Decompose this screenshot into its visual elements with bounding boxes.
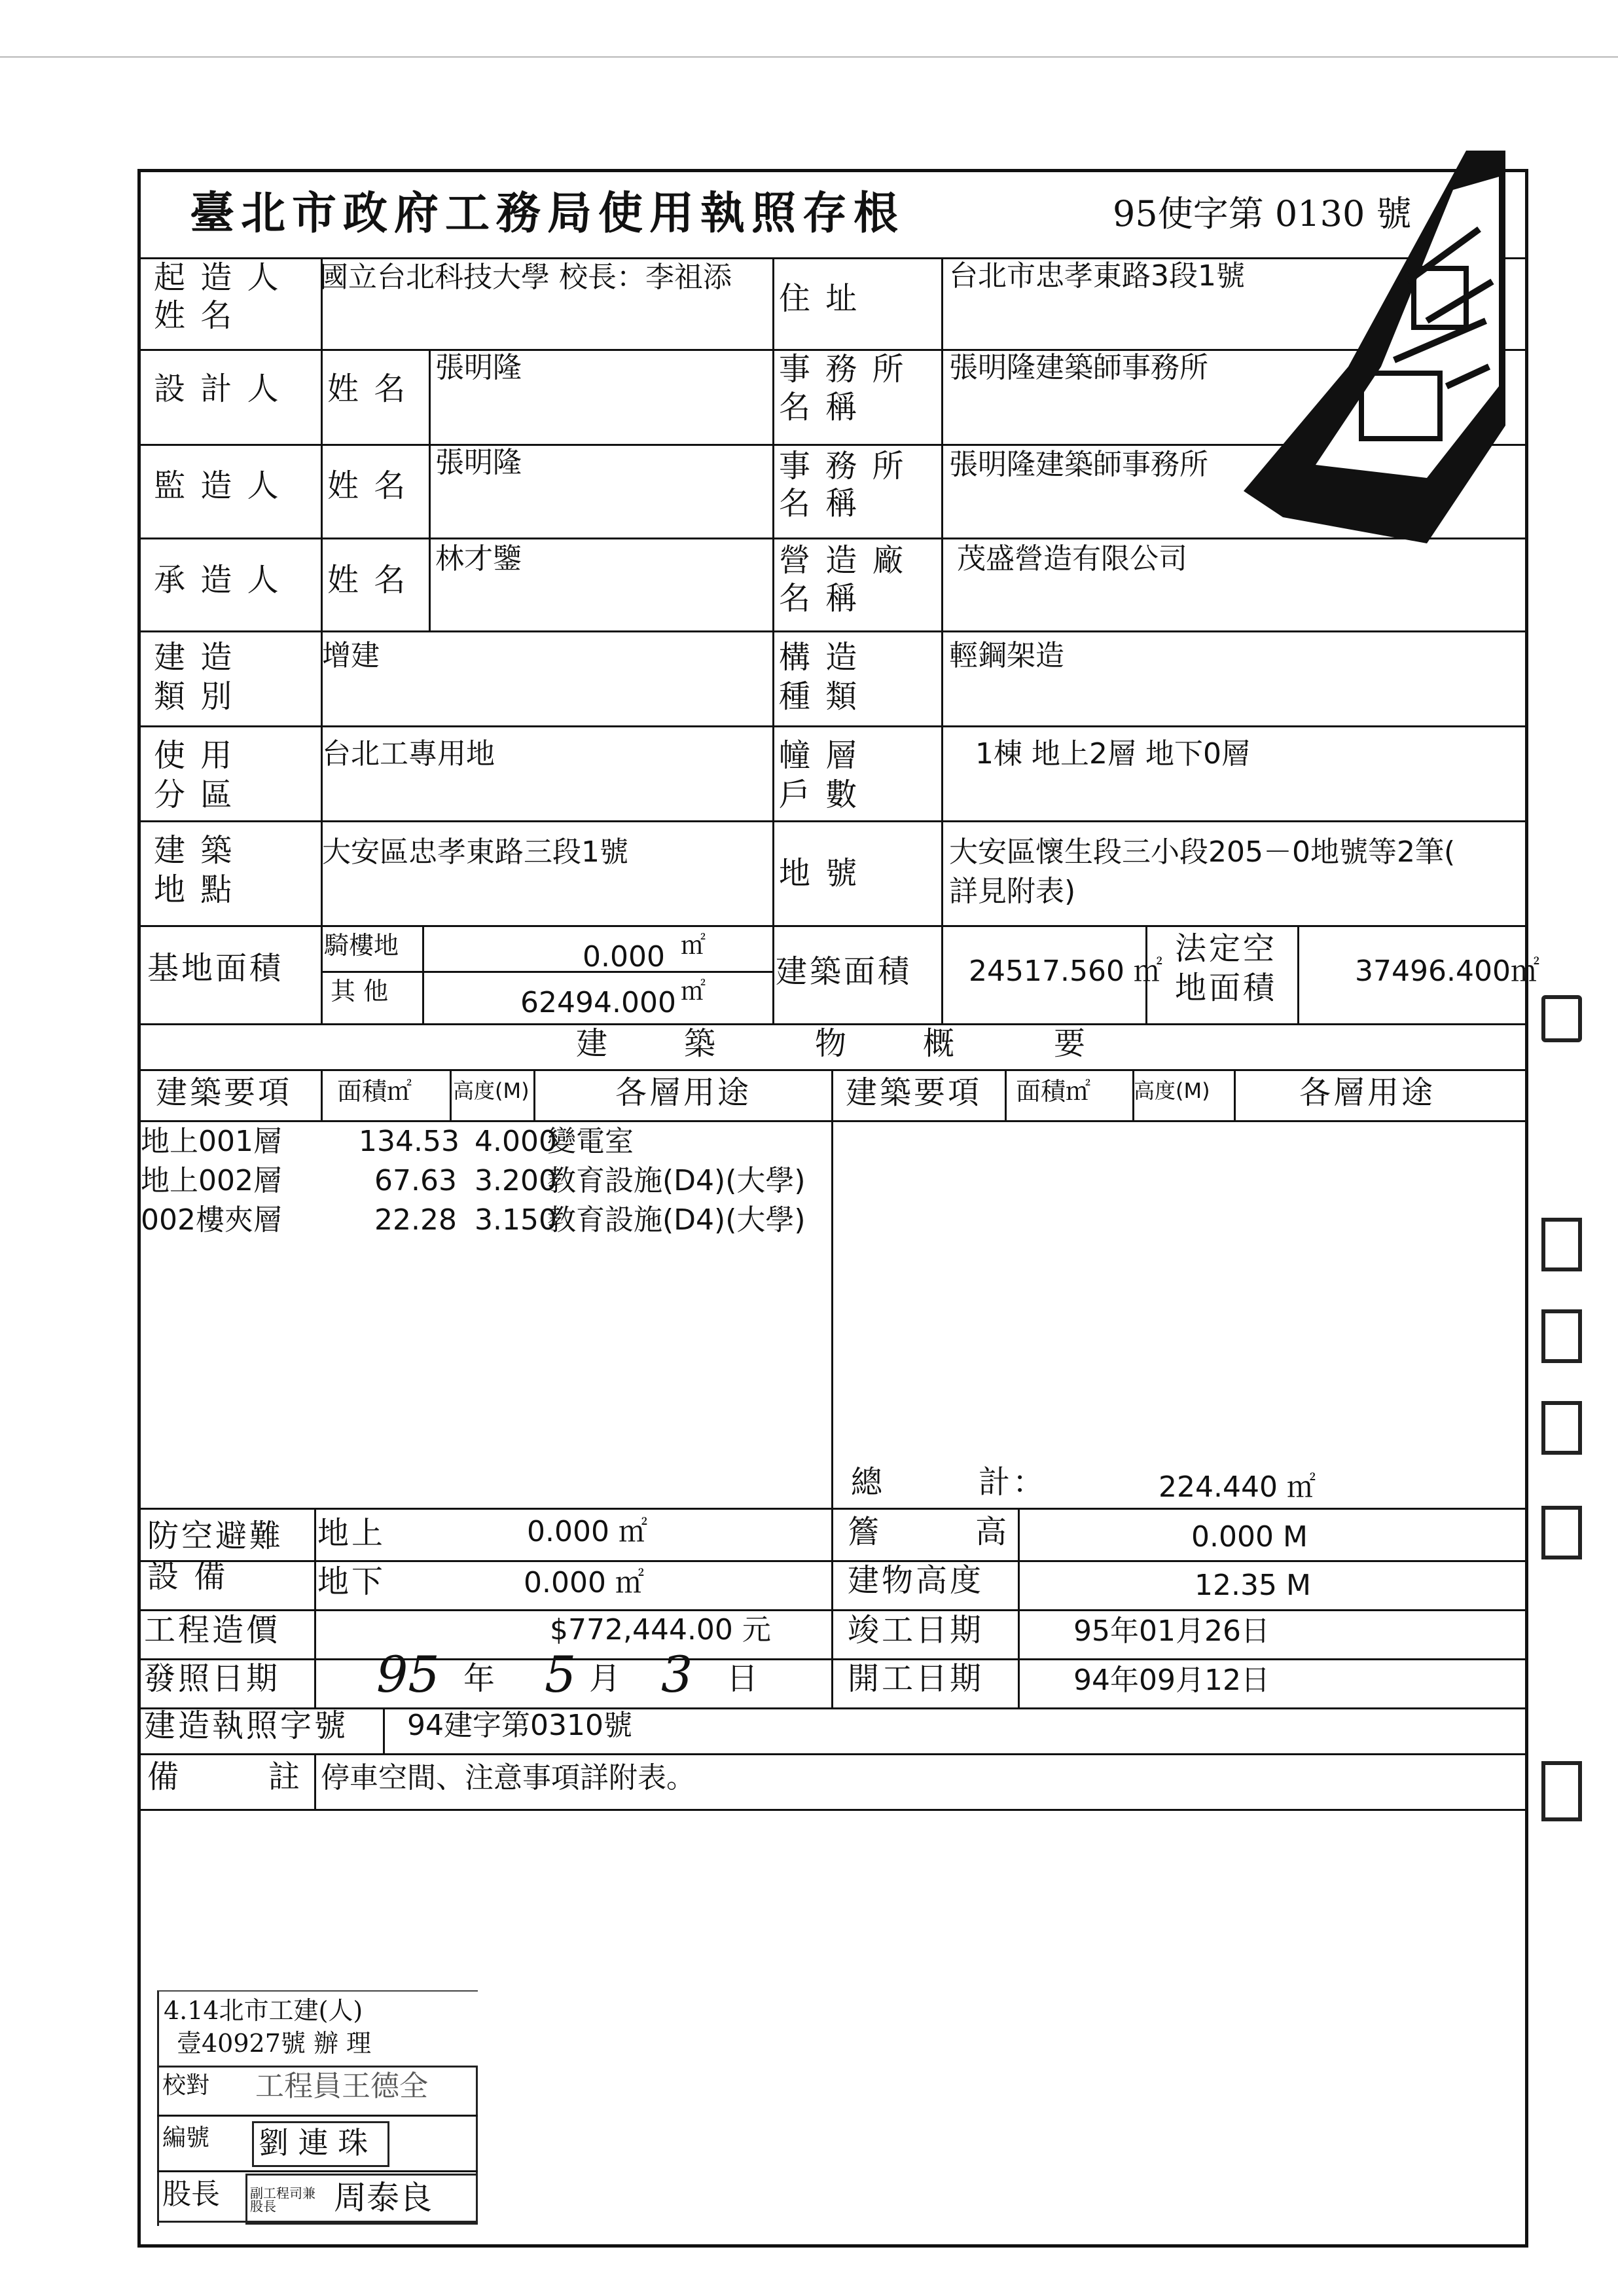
eave-value: 0.000 M [1191, 1520, 1308, 1554]
margin-stamp-strip [1535, 982, 1587, 1866]
supervisor-label: 監 造 人 [154, 467, 281, 504]
eave-label-2: 高 [975, 1514, 1010, 1550]
eave-label-1: 簷 [848, 1514, 882, 1550]
builder-name: 國立台北科技大學 校長：李祖添 [319, 261, 732, 294]
supervisor-office-label-2: 名 稱 [779, 485, 860, 522]
col-area-left: 面積㎡ [337, 1077, 412, 1106]
issue-year: 95 [376, 1645, 440, 1704]
designer-office: 張明隆建築師事務所 [949, 351, 1208, 384]
stamp-check-label: 校對 [162, 2072, 210, 2099]
open-space-label-1: 法定空 [1175, 930, 1278, 967]
location-value: 大安區忠孝東路三段1號 [322, 835, 628, 869]
lot-line-1: 大安區懷生段三小段205－0地號等2筆( [949, 835, 1456, 869]
construction-type: 增建 [322, 639, 380, 672]
stamp-engineer: 工程員王德全 [255, 2069, 428, 2103]
cost-value: $772,444.00 元 [550, 1613, 771, 1647]
shelter-below-label: 地下 [317, 1563, 386, 1600]
supervisor-name-label: 姓 名 [327, 467, 408, 504]
contractor-company-label-1: 營 造 廠 [779, 542, 907, 579]
construction-type-label-2: 類 別 [154, 678, 235, 715]
location-label-1: 建 築 [154, 832, 235, 869]
shelter-below-value: 0.000 ㎡ [524, 1566, 644, 1599]
col-height-left: 高度(M) [453, 1078, 530, 1103]
remarks-value: 停車空間、注意事項詳附表。 [321, 1761, 695, 1795]
designer-name: 張明隆 [435, 351, 522, 384]
completion-date: 95年01月26日 [1073, 1614, 1270, 1648]
stamp-line-1: 4.14北市工建(人) [164, 1996, 363, 2025]
contractor-label: 承 造 人 [154, 562, 281, 598]
zoning-label-2: 分 區 [154, 776, 235, 813]
license-label: 建造執照字號 [144, 1707, 349, 1744]
issue-month: 5 [545, 1645, 577, 1704]
floors-value: 1棟 地上2層 地下0層 [975, 737, 1250, 771]
floors-label-2: 戶 數 [779, 776, 860, 813]
floor-row-2-use: 教育設施(D4)(大學) [547, 1164, 806, 1197]
floor-row-1-area: 134.53 [359, 1125, 459, 1158]
start-label: 開工日期 [848, 1660, 984, 1697]
overview-title-2: 築 [684, 1025, 719, 1062]
license-value: 94建字第0310號 [407, 1709, 632, 1742]
structure-label-1: 構 造 [779, 639, 860, 676]
remarks-label-1: 備 [147, 1758, 182, 1795]
total-value: 224.440 ㎡ [1159, 1470, 1316, 1504]
designer-name-label: 姓 名 [327, 371, 408, 407]
other-value: 62494.000 [520, 986, 676, 1019]
builder-address: 台北市忠孝東路3段1號 [949, 259, 1245, 293]
construction-type-label-1: 建 造 [154, 639, 235, 676]
other-unit: ㎡ [681, 977, 706, 1006]
building-height-value: 12.35 M [1195, 1569, 1311, 1602]
floor-row-3-item: 002樓夾層 [141, 1203, 282, 1237]
col-height-right: 高度(M) [1134, 1078, 1210, 1103]
col-item-left: 建築要項 [156, 1074, 293, 1111]
stamp-chief-label: 股長 [162, 2178, 220, 2211]
builder-label-1: 起 造 人 [154, 259, 281, 296]
designer-office-label-2: 名 稱 [779, 389, 860, 426]
contractor-company: 茂盛營造有限公司 [957, 542, 1187, 575]
col-use-right: 各層用途 [1299, 1074, 1436, 1111]
stamp-no-label: 編號 [162, 2124, 210, 2151]
overview-title-5: 要 [1054, 1025, 1088, 1062]
overview-title-1: 建 [576, 1025, 611, 1062]
scan-edge-line [0, 56, 1618, 58]
official-stamp [157, 1990, 478, 2226]
supervisor-office-label-1: 事 務 所 [779, 448, 907, 484]
lot-line-2: 詳見附表) [949, 875, 1076, 908]
start-date: 94年09月12日 [1073, 1664, 1270, 1697]
floor-row-3-use: 教育設施(D4)(大學) [547, 1203, 806, 1237]
floor-row-2-item: 地上002層 [141, 1164, 282, 1197]
issue-year-unit: 年 [463, 1660, 498, 1697]
shelter-above-value: 0.000 ㎡ [527, 1515, 647, 1548]
col-item-right: 建築要項 [846, 1074, 982, 1111]
structure-label-2: 種 類 [779, 678, 860, 715]
building-height-label: 建物高度 [848, 1562, 984, 1599]
completion-label: 竣工日期 [848, 1612, 984, 1649]
floor-row-1-item: 地上001層 [141, 1125, 282, 1158]
open-space-label-2: 地面積 [1175, 970, 1278, 1006]
floor-row-2-area: 67.63 [374, 1164, 457, 1197]
total-label-2: 計： [979, 1464, 1047, 1501]
permit-number: 95使字第 0130 號 [1113, 193, 1412, 234]
contractor-name-label: 姓 名 [327, 562, 408, 598]
arcade-label: 騎樓地 [324, 931, 399, 960]
location-label-2: 地 點 [154, 871, 235, 908]
stamp-clerk: 劉 連 珠 [259, 2125, 369, 2160]
overview-title-4: 概 [923, 1025, 958, 1062]
floor-row-1-height: 4.000 [475, 1125, 557, 1158]
open-space: 37496.400㎡ [1355, 955, 1539, 988]
building-area: 24517.560 ㎡ [969, 955, 1162, 988]
floor-row-2-height: 3.200 [475, 1164, 557, 1197]
supervisor-name: 張明隆 [435, 446, 522, 479]
contractor-company-label-2: 名 稱 [779, 580, 860, 617]
shelter-label-1: 防空避難 [147, 1518, 284, 1554]
lot-label: 地 號 [779, 855, 860, 892]
remarks-label-2: 註 [268, 1758, 303, 1795]
shelter-above-label: 地上 [317, 1515, 386, 1552]
floor-row-3-height: 3.150 [475, 1203, 557, 1237]
issue-label: 發照日期 [144, 1660, 281, 1697]
arcade-unit: ㎡ [681, 931, 706, 960]
floor-row-3-area: 22.28 [374, 1203, 457, 1237]
form-title: 臺北市政府工務局使用執照存根 [190, 187, 905, 240]
col-area-right: 面積㎡ [1016, 1077, 1091, 1106]
stamp-deputy-title: 副工程司兼股長 [250, 2185, 315, 2214]
designer-office-label-1: 事 務 所 [779, 351, 907, 388]
zoning-value: 台北工專用地 [322, 737, 495, 771]
designer-label: 設 計 人 [154, 371, 281, 407]
seal-mark-graphic [1231, 151, 1505, 740]
site-area-label: 基地面積 [147, 950, 284, 987]
zoning-label-1: 使 用 [154, 737, 235, 774]
floors-label-1: 幢 層 [779, 737, 860, 774]
cost-label: 工程造價 [144, 1612, 281, 1649]
supervisor-office: 張明隆建築師事務所 [949, 448, 1208, 481]
structure-type: 輕鋼架造 [949, 639, 1064, 672]
issue-day: 3 [661, 1645, 693, 1704]
total-label-1: 總 [851, 1464, 886, 1501]
address-label: 住 址 [779, 280, 860, 317]
overview-title-3: 物 [815, 1025, 850, 1062]
stamp-line-2: 壹40927號 辦 理 [177, 2029, 372, 2058]
building-area-label: 建築面積 [776, 953, 912, 990]
contractor-name: 林才鑒 [435, 542, 522, 575]
stamp-chief: 周泰良 [334, 2179, 432, 2217]
issue-month-unit: 月 [589, 1660, 624, 1697]
issue-day-unit: 日 [727, 1660, 761, 1697]
col-use-left: 各層用途 [615, 1074, 752, 1111]
shelter-label-2: 設 備 [147, 1558, 228, 1595]
floor-row-1-use: 變電室 [547, 1125, 634, 1158]
arcade-value: 0.000 [583, 940, 665, 974]
other-label: 其 他 [331, 977, 389, 1006]
builder-label-2: 姓 名 [154, 297, 235, 334]
